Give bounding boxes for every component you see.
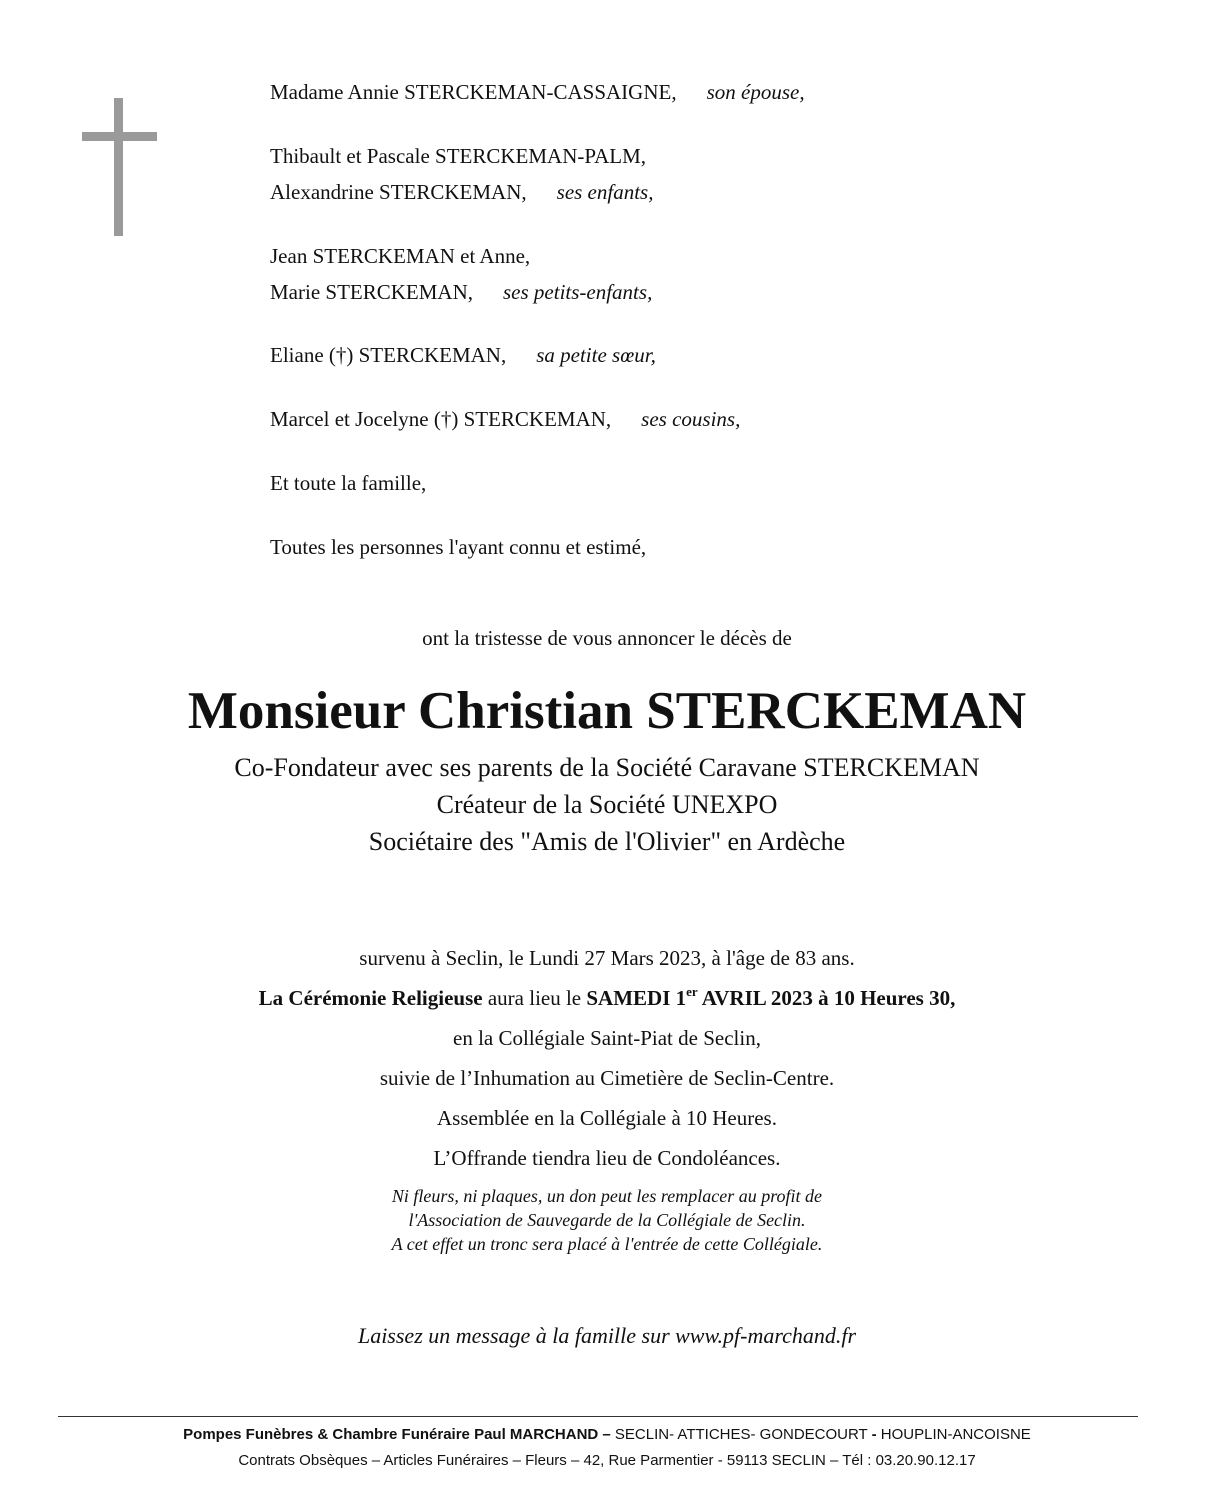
- family-line: [270, 470, 426, 496]
- family-member-role: ses enfants,: [556, 180, 654, 204]
- cross-vertical-bar: [114, 98, 123, 236]
- family-line: [270, 406, 740, 432]
- ceremony-detail: Assemblée en la Collégiale à 10 Heures.: [437, 1106, 777, 1130]
- family-member-name: Thibault et Pascale STERCKEMAN-PALM,: [270, 144, 647, 168]
- donation-note-line: l'Association de Sauvegarde de la Collégiale de Seclin.: [408, 1210, 806, 1230]
- ceremony-middle: aura lieu le: [482, 986, 587, 1010]
- ceremony-detail: en la Collégiale Saint-Piat de Seclin,: [453, 1026, 761, 1050]
- family-member-name: Et toute la famille,: [270, 471, 427, 495]
- family-member-name: Madame Annie STERCKEMAN-CASSAIGNE,: [270, 80, 677, 104]
- family-member-role: sa petite sœur,: [536, 343, 656, 367]
- family-member-name: Eliane (†) STERCKEMAN,: [270, 343, 507, 367]
- family-line: [270, 534, 646, 560]
- condolence-message-link[interactable]: Laissez un message à la famille sur www.pf-marchand.fr: [357, 1323, 857, 1348]
- footer-divider: [58, 1416, 1138, 1417]
- footer-company: Pompes Funèbres & Chambre Funéraire Paul MARCHAND –: [183, 1426, 611, 1443]
- ceremony-line: [0, 985, 1214, 1011]
- family-member-role: son épouse,: [706, 80, 805, 104]
- death-notice: survenu à Seclin, le Lundi 27 Mars 2023, à l'âge de 83 ans.: [359, 946, 855, 970]
- deceased-name: Monsieur Christian STERCKEMAN: [187, 682, 1027, 740]
- family-line: [270, 342, 656, 368]
- family-line: [270, 243, 530, 269]
- family-member-name: Alexandrine STERCKEMAN,: [270, 180, 527, 204]
- ceremony-detail: suivie de l’Inhumation au Cimetière de Seclin-Centre.: [379, 1066, 835, 1090]
- ceremony-detail: L’Offrande tiendra lieu de Condoléances.: [433, 1146, 781, 1170]
- cross-horizontal-bar: [82, 132, 157, 141]
- family-line: [270, 179, 653, 205]
- family-line: [270, 279, 652, 305]
- family-member-name: Marie STERCKEMAN,: [270, 280, 473, 304]
- family-member-name: Jean STERCKEMAN et Anne,: [270, 244, 531, 268]
- family-member-role: ses cousins,: [641, 407, 741, 431]
- deceased-title: Créateur de la Société UNEXPO: [436, 790, 778, 819]
- donation-note-line: Ni fleurs, ni plaques, un don peut les remplacer au profit de: [391, 1186, 823, 1206]
- family-member-name: Toutes les personnes l'ayant connu et estimé,: [270, 535, 647, 559]
- family-member-name: Marcel et Jocelyne (†) STERCKEMAN,: [270, 407, 612, 431]
- family-line: [270, 143, 646, 169]
- ceremony-date-superscript: er: [686, 984, 698, 999]
- footer-towns: SECLIN- ATTICHES- GONDECOURT: [610, 1426, 872, 1443]
- ceremony-date-suffix: AVRIL 2023 à 10 Heures 30,: [697, 986, 956, 1010]
- footer-contact-line: Contrats Obsèques – Articles Funéraires – Fleurs – 42, Rue Parmentier - 59113 SECLIN – Tél : 03.20.90.12.17: [238, 1452, 976, 1469]
- ceremony-date-prefix: SAMEDI 1: [586, 986, 687, 1010]
- donation-note-line: A cet effet un tronc sera placé à l'entrée de cette Collégiale.: [391, 1234, 823, 1254]
- deceased-title: Sociétaire des "Amis de l'Olivier" en Ardèche: [368, 827, 846, 856]
- ceremony-label: La Cérémonie Religieuse: [258, 986, 483, 1010]
- footer-town-last: HOUPLIN-ANCOISNE: [876, 1426, 1031, 1443]
- family-member-role: ses petits-enfants,: [503, 280, 653, 304]
- family-line: [270, 79, 805, 105]
- announcement: ont la tristesse de vous annoncer le décès de: [422, 626, 792, 650]
- deceased-title: Co-Fondateur avec ses parents de la Société Caravane STERCKEMAN: [234, 753, 980, 782]
- ceremony-date: [586, 986, 955, 1010]
- footer-dash: -: [871, 1426, 877, 1443]
- footer-company-line: [0, 1425, 1214, 1445]
